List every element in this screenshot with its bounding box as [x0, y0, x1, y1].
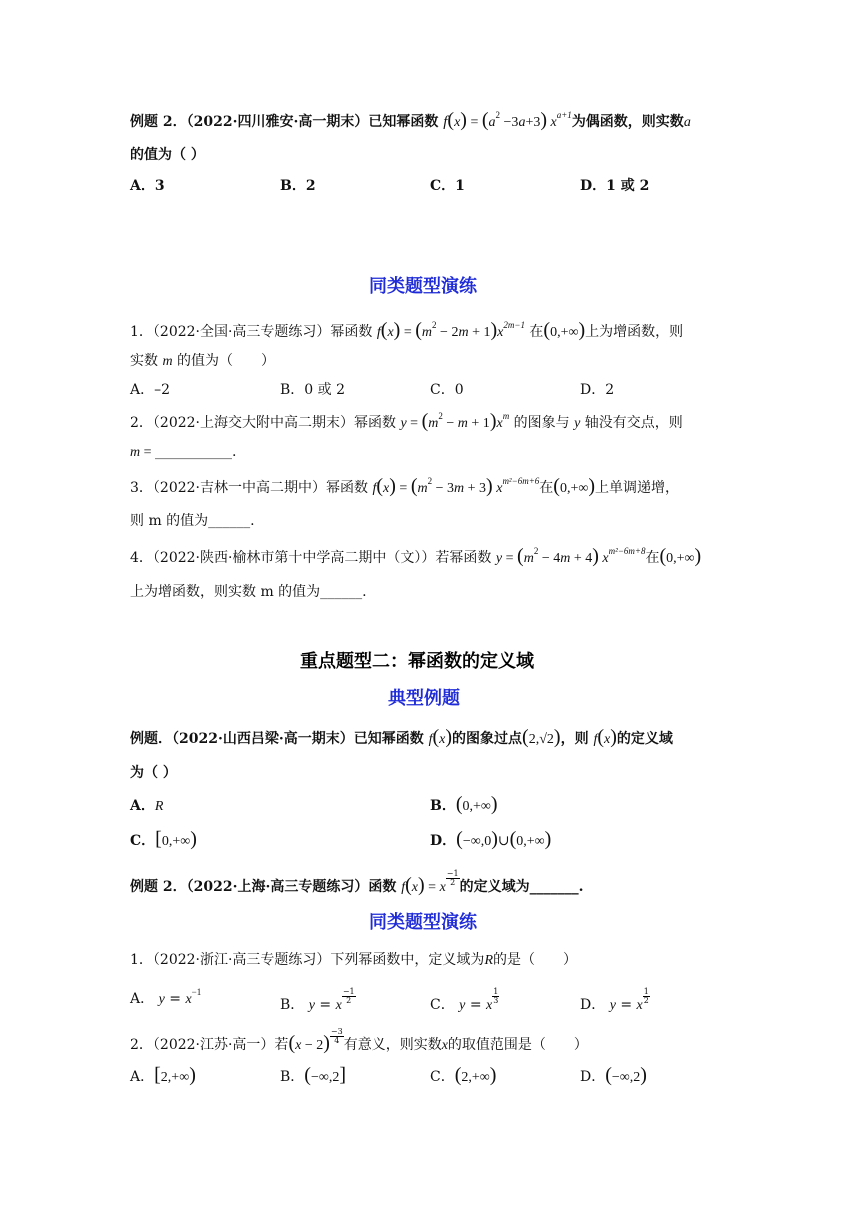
stem-text: 函数 — [368, 879, 397, 895]
option-a[interactable]: A．[2,+∞) — [130, 1064, 196, 1086]
option-label: B． — [280, 997, 305, 1013]
option-a[interactable]: A．–2 — [130, 382, 171, 398]
q-text: 4．（2022·陕西·榆林市第十中学高二期中（文））若幂函数 — [130, 550, 492, 566]
q-text: 3．（2022·吉林一中高二期中）幂函数 — [130, 480, 368, 496]
example-stem: 例题．（2022·山西吕梁·高一期末）已知幂函数 f(x)的图象过点(2,√2)，则 f(x)的定义域 — [130, 726, 673, 748]
q-text: 的是（ ） — [493, 952, 577, 968]
q-text: 在 — [529, 324, 544, 340]
practice-q1: 1．（2022·全国·高三专题练习）幂函数 $f(x) = (m^2 - 2m + 1)x^{2m-1}$ 在(0,+∞)上为增函数，则 — [130, 319, 684, 341]
option-c[interactable]: C．(2,+∞) — [430, 1064, 497, 1086]
option-label: B． — [430, 798, 456, 814]
option-c[interactable]: C． y = x $\frac{1}{3}$ — [430, 987, 499, 1013]
typical-heading: 典型例题 — [388, 688, 460, 709]
practice-q4-line2: 上为增函数，则实数 m 的值为______. — [130, 584, 367, 600]
example-source: （2022·山西吕梁·高一期末） — [172, 731, 354, 747]
example2-stem: 例题 2．（2022·四川雅安·高一期末）已知幂函数 $f(x) = (a^2 -3a+3)$ $x^{a+1}$为偶函数，则实数a — [130, 109, 691, 131]
stem-text: 已知幂函数 — [368, 114, 439, 130]
formula: f — [443, 114, 448, 130]
stem-text: 的图象过点 — [452, 731, 523, 747]
example2b-stem: 例题 2．（2022·上海·高三专题练习）函数 f(x) = x $\frac{-1}{2}$ 的定义域为_______. — [130, 869, 584, 896]
section-heading: 同类题型演练 — [369, 912, 477, 933]
option-d[interactable]: D． y = x $\frac{1}{2}$ — [580, 987, 649, 1013]
example-source: （2022·上海·高三专题练习） — [186, 879, 369, 895]
option-label: D． — [580, 1069, 606, 1085]
q-text: 的值为（ ） — [177, 353, 276, 369]
option-b[interactable]: B．0 或 2 — [280, 382, 346, 398]
option-label: A． — [130, 991, 155, 1007]
var-a: a — [683, 115, 691, 130]
option-d[interactable]: D．(−∞,0)∪(0,+∞) — [430, 828, 552, 850]
option-c[interactable]: C．0 — [430, 382, 464, 398]
option-b[interactable]: B．(0,+∞) — [430, 793, 498, 815]
option-label: A． — [130, 798, 155, 814]
q-text: 上为增函数，则 — [585, 324, 684, 340]
example2-stem-line2: 的值为（ ） — [130, 147, 205, 163]
section-heading: 同类题型演练 — [369, 276, 477, 297]
option-value: R — [154, 799, 164, 814]
practice-q3: 3．（2022·吉林一中高二期中）幂函数 $f(x) = (m^2 - 3m + 3)$ $x^{m^2-6m+6}$在(0,+∞)上单调递增， — [130, 475, 680, 497]
practice-q2-line2: m = ___________. — [130, 444, 237, 460]
q-text: 有意义，则实数 — [343, 1037, 442, 1053]
example-stem-line2: 为（ ） — [130, 765, 177, 781]
example-label: 例题 2． — [130, 879, 187, 895]
option-label: C． — [430, 997, 455, 1013]
q-text: 轴没有交点，则 — [584, 415, 683, 431]
answer-blank: ___________. — [155, 444, 237, 460]
practice2-q2: 2．（2022·江苏·高一）若(x − 2) $\frac{-3}{4}$ 有意义，则实数x的取值范围是（ ） — [130, 1027, 588, 1054]
practice-q3-line2: 则 m 的值为______. — [130, 513, 255, 529]
example-label: 例题． — [130, 731, 172, 747]
option-b[interactable]: B．2 — [280, 178, 316, 194]
option-c[interactable]: C．1 — [430, 178, 465, 194]
option-c[interactable]: C．[0,+∞) — [130, 828, 197, 850]
q-text: 在 — [645, 550, 660, 566]
option-label: D． — [430, 833, 457, 849]
stem-text: ，则 — [560, 731, 589, 747]
practice-q4: 4．（2022·陕西·榆林市第十中学高二期中（文））若幂函数 $y = (m^2 - 4m + 4)$ $x^{m^2-6m+8}$在(0,+∞) — [130, 545, 702, 567]
option-a[interactable]: A． $y = x^{-1}$ — [130, 987, 202, 1007]
practice2-q1: 1．（2022·浙江·高三专题练习）下列幂函数中，定义域为R的是（ ） — [130, 952, 577, 968]
option-label: A． — [130, 1069, 155, 1085]
option-a[interactable] — [130, 795, 163, 815]
q-text: 实数 — [130, 353, 158, 369]
practice-q2: 2．（2022·上海交大附中高二期末）幂函数 $y = (m^2 - m + 1)x^m$ 的图象与 y 轴没有交点，则 — [130, 410, 683, 432]
stem-text: 的定义域为_______. — [459, 879, 584, 895]
topic-heading: 重点题型二：幂函数的定义域 — [300, 651, 534, 672]
q-text: 1．（2022·全国·高三专题练习）幂函数 — [130, 324, 373, 340]
q-text: 的取值范围是（ ） — [447, 1037, 588, 1053]
option-label: B． — [280, 1069, 305, 1085]
option-d[interactable]: D．(−∞,2) — [580, 1064, 647, 1086]
option-d[interactable]: D．2 — [580, 382, 615, 398]
option-label: C． — [130, 833, 156, 849]
example-source: （2022·四川雅安·高一期末） — [186, 114, 369, 130]
option-label: D． — [580, 997, 606, 1013]
q-text: 2．（2022·江苏·高一）若 — [130, 1037, 289, 1053]
option-b[interactable]: B． y = x $\frac{-1}{2}$ — [280, 987, 355, 1013]
q-text: 的图象与 — [513, 415, 570, 431]
option-d[interactable]: D．1 或 2 — [580, 178, 650, 194]
practice-q1-line2: 实数 m 的值为（ ） — [130, 353, 276, 369]
q-text: 1．（2022·浙江·高三专题练习）下列幂函数中，定义域为 — [130, 952, 485, 968]
example-label: 例题 2． — [130, 114, 187, 130]
option-b[interactable]: B．(−∞,2] — [280, 1064, 347, 1086]
stem-text: 的定义域 — [616, 731, 673, 747]
stem-text: 为偶函数，则实数 — [571, 114, 684, 130]
q-text: 2．（2022·上海交大附中高二期末）幂函数 — [130, 415, 396, 431]
q-text: 在 — [539, 480, 554, 496]
q-text: 上单调递增， — [595, 480, 680, 496]
option-label: C． — [430, 1069, 455, 1085]
option-a[interactable]: A．3 — [130, 178, 165, 194]
stem-text: 已知幂函数 — [353, 731, 424, 747]
